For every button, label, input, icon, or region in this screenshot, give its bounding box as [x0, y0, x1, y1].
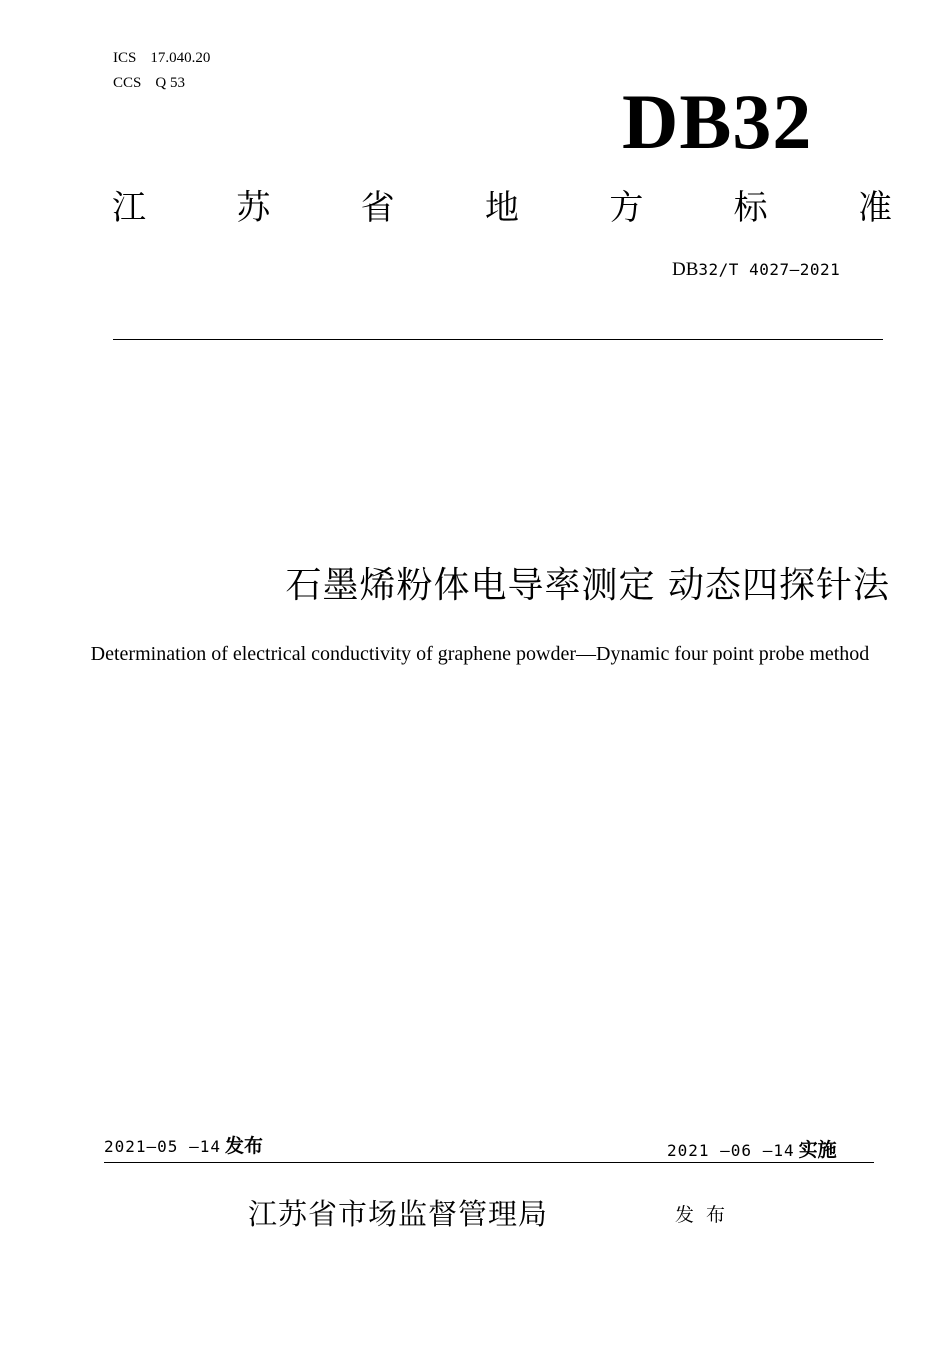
publisher-name: 江苏省市场监督管理局 — [248, 1197, 549, 1231]
title-english: Determination of electrical conductivity of graphene powder—Dynamic four point probe method — [90, 643, 870, 665]
issue-date-value: 2021—05 —14 — [104, 1137, 221, 1156]
standard-number — [672, 259, 840, 281]
implement-date-value: 2021 —06 —14 — [667, 1141, 795, 1160]
ics-code: 17.040.20 — [150, 50, 211, 66]
ics-line — [113, 49, 210, 67]
org-title-char: 准 — [857, 188, 892, 228]
ics-label: ICS — [113, 50, 137, 66]
title-chinese: 石墨烯粉体电导率测定 动态四探针法 — [285, 565, 890, 606]
implement-date — [667, 1138, 837, 1163]
db32-logo: DB32 — [622, 78, 813, 165]
publish-label: 发布 — [675, 1204, 738, 1226]
org-title — [112, 185, 892, 231]
org-title-char: 地 — [484, 188, 519, 228]
org-title-char: 苏 — [236, 188, 271, 228]
issue-date — [104, 1134, 263, 1159]
ccs-label: CCS — [113, 75, 142, 91]
header-divider — [113, 339, 883, 340]
ccs-line — [113, 74, 185, 92]
implement-date-label: 实施 — [798, 1139, 837, 1161]
org-title-char: 江 — [112, 188, 146, 228]
standard-number-prefix: DB — [672, 259, 699, 280]
org-title-char: 省 — [360, 188, 395, 228]
org-title-char: 方 — [609, 188, 644, 228]
ccs-code: Q 53 — [155, 75, 185, 91]
footer-divider — [104, 1162, 874, 1163]
issue-date-label: 发布 — [224, 1135, 263, 1157]
org-title-char: 标 — [733, 188, 768, 228]
standard-number-code: 32/T 4027—2021 — [698, 260, 841, 279]
